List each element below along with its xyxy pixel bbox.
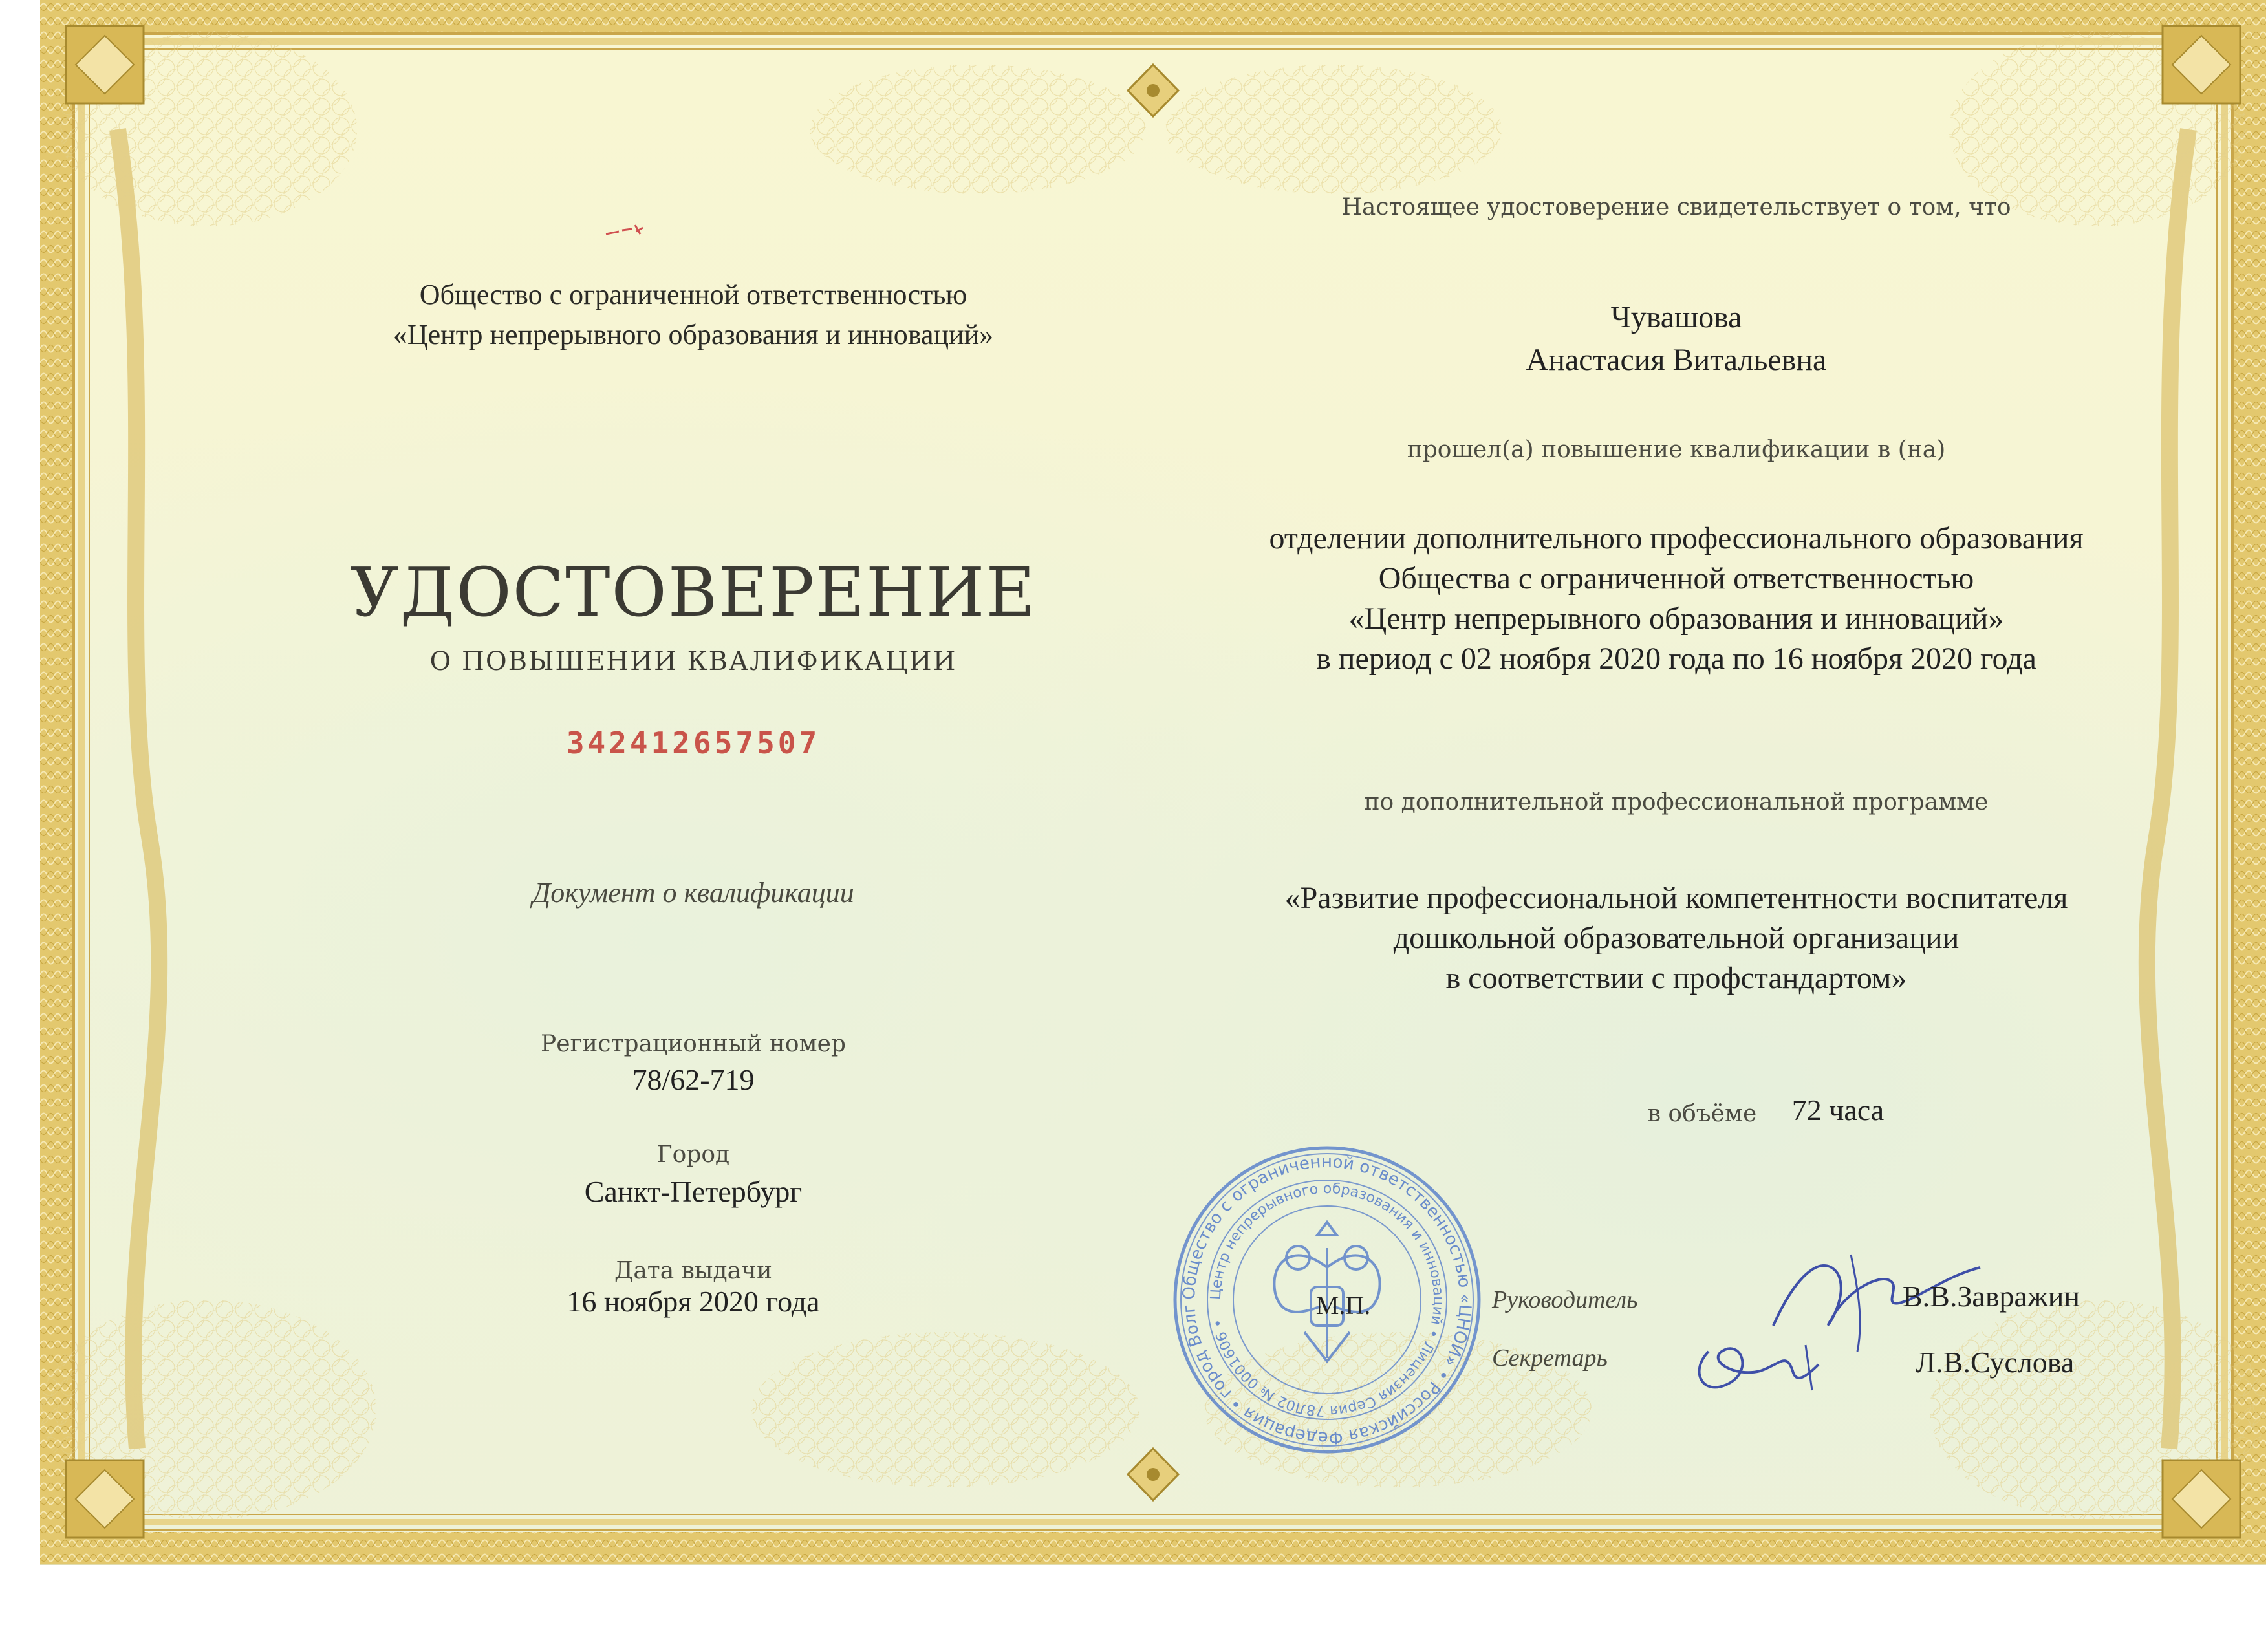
study-period: в период с 02 ноября 2020 года по 16 ноября 2020 года <box>1316 641 2036 676</box>
city-label: Город <box>656 1141 730 1168</box>
issue-date-value: 16 ноября 2020 года <box>567 1285 820 1318</box>
secretary-name <box>1916 1345 2187 1379</box>
intro-text: Настоящее удостоверение свидетельствует о том, что <box>1341 194 2011 221</box>
volume-value <box>1741 1093 1935 1127</box>
city <box>286 1141 1101 1209</box>
intro-statement <box>1308 194 2045 221</box>
subtitle-text: О ПОВЫШЕНИИ КВАЛИФИКАЦИИ <box>429 647 957 676</box>
secretary-name-text: Л.В.Суслова <box>1916 1346 2075 1379</box>
serial-number-text: 342412657507 <box>566 726 821 760</box>
secretary-label-text: Секретарь <box>1492 1344 1608 1372</box>
department-line-1: отделении дополнительного профессионального образования <box>1269 521 2084 555</box>
seal-place-label <box>1291 1290 1395 1320</box>
holder-name <box>1308 296 2045 382</box>
director-label-text: Руководитель <box>1492 1286 1638 1313</box>
seal-inner-text: Центр непрерывного образования и инноваций • Лицензия Серия 78Л02 № 0001606 • <box>1207 1180 1447 1419</box>
program-label <box>1308 789 2045 815</box>
issuer-line-2: «Центр непрерывного образования и инноваций» <box>393 319 994 350</box>
director-name <box>1903 1279 2174 1313</box>
document-type-text: Документ о квалификации <box>532 877 854 909</box>
department-and-period <box>1178 519 2174 679</box>
passed-text: прошел(а) повышение квалификации в (на) <box>1407 436 1946 463</box>
holder-surname: Чувашова <box>1610 300 1742 334</box>
document-type <box>286 876 1101 909</box>
issuer-line-1: Общество с ограниченной ответственностью <box>419 279 967 310</box>
program-label-text: по дополнительной профессиональной программе <box>1364 789 1989 815</box>
city-value: Санкт-Петербург <box>584 1175 803 1208</box>
program-line-3: в соответствии с профстандартом» <box>1445 961 1907 995</box>
issue-date <box>286 1258 1101 1319</box>
serial-number <box>286 726 1101 760</box>
registration-label: Регистрационный номер <box>541 1031 846 1057</box>
registration-value: 78/62-719 <box>632 1063 755 1096</box>
secretary-signature <box>1683 1313 1877 1410</box>
registration-number <box>286 1031 1101 1097</box>
red-ink-mark <box>603 220 654 239</box>
seal-place-text: М.П. <box>1315 1291 1371 1320</box>
issuer-organization <box>286 275 1101 355</box>
volume-value-text: 72 часа <box>1791 1094 1885 1126</box>
program-line-2: дошкольной образовательной организации <box>1393 921 1960 955</box>
certificate-sheet <box>40 0 2266 1565</box>
certificate-title <box>286 553 1101 632</box>
volume-label-text: в объёме <box>1647 1101 1757 1127</box>
department-line-2: Общества с ограниченной ответственностью <box>1378 561 1974 596</box>
director-label <box>1492 1286 1751 1314</box>
certificate-subtitle <box>286 647 1101 676</box>
title-text: УДОСТОВЕРЕНИЕ <box>350 553 1037 632</box>
passed-statement <box>1308 436 2045 463</box>
director-name-text: В.В.Завражин <box>1903 1280 2080 1313</box>
department-line-3: «Центр непрерывного образования и инноваций» <box>1348 601 2004 636</box>
holder-given-names: Анастасия Витальевна <box>1526 343 1827 377</box>
seal-outer-text: Общество с ограниченной ответственностью «ЦНОИ» • Российская Федерация • город Волг <box>1179 1152 1475 1448</box>
issue-date-label: Дата выдачи <box>614 1258 772 1284</box>
program-name <box>1178 878 2174 998</box>
program-line-1: «Развитие профессиональной компетентности воспитателя <box>1284 881 2068 915</box>
